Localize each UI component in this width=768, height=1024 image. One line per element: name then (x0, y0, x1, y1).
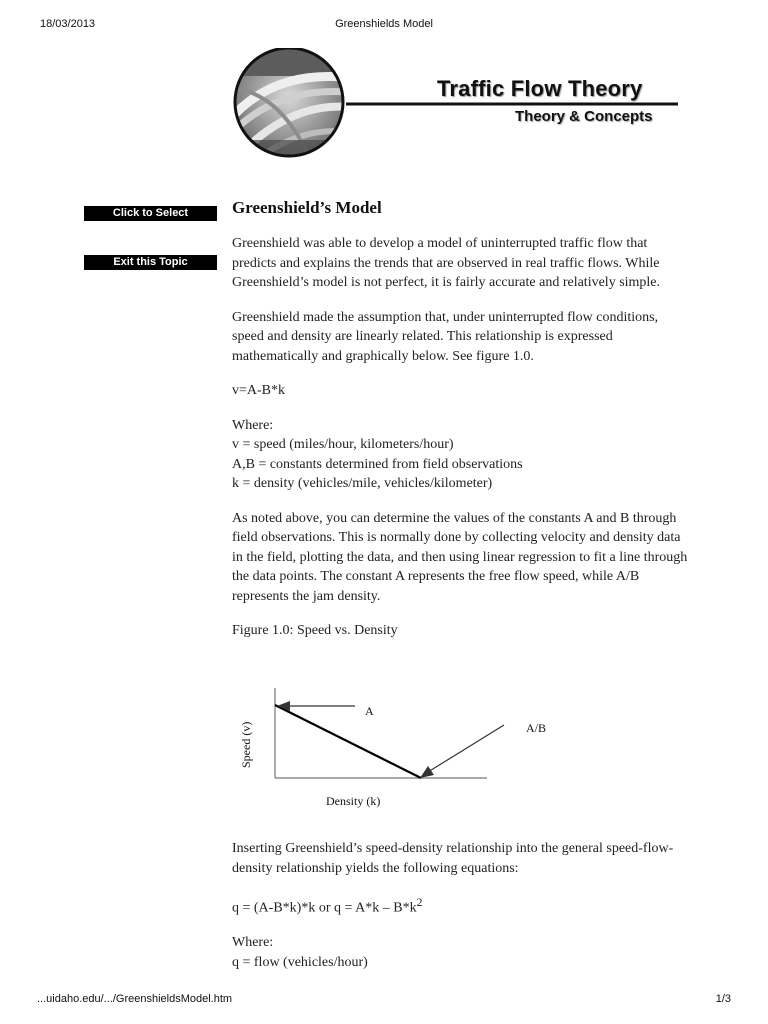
flow-equation-text: q = (A-B*k)*k or q = A*k – B*k (232, 900, 417, 916)
banner-subtitle: Theory & Concepts (515, 108, 653, 125)
print-url: ...uidaho.edu/.../GreenshieldsModel.htm (37, 993, 233, 1005)
article (232, 197, 692, 656)
x-axis-label: Density (k) (326, 794, 381, 808)
paragraph-constants: As noted above, you can determine the values of the constants A and B through field observations. This is normally done by collecting velocity and density data in the field, plotting the data, and then using linear regression to fit a line through the data points. The constant A represents the free flow speed, while A/B represents the jam density. (232, 510, 688, 604)
definition-ab: A,B = constants determined from field observations (232, 456, 523, 472)
print-date: 18/03/2013 (40, 18, 96, 30)
arrow-ab-shaft (428, 725, 504, 772)
article-continued (232, 839, 692, 987)
label-a: A (365, 704, 374, 718)
page-number: 1/3 (715, 993, 731, 1005)
speed-equation: v=A-B*k (232, 383, 286, 398)
where-label: Where: (232, 417, 274, 433)
flow-equation-exponent: 2 (416, 896, 423, 909)
paragraph-intro: Greenshield was able to develop a model of uninterrupted traffic flow that predicts and explains the trends that are observed in real traffic flows. While Greenshield’s model is not perfect, it is fairly accurate and relatively simple. (232, 236, 661, 290)
definitions (232, 416, 692, 494)
label-ab: A/B (526, 721, 547, 735)
speed-density-line (275, 705, 421, 778)
exit-topic-button[interactable]: Exit this Topic (84, 255, 217, 270)
paragraph-assumption: Greenshield made the assumption that, under uninterrupted flow conditions, speed and density are linearly related. This relationship is expressed mathematically and graphically below. See figure 1.0. (232, 309, 659, 364)
print-title: Greenshields Model (335, 18, 433, 30)
flow-definitions (232, 933, 692, 972)
click-to-select-button[interactable]: Click to Select (84, 206, 217, 221)
where-label-2: Where: (232, 935, 274, 951)
y-axis-label: Speed (v) (239, 721, 253, 768)
arrow-ab-head (420, 766, 434, 778)
definition-k: k = density (vehicles/mile, vehicles/kilometer) (232, 476, 493, 491)
definition-q: q = flow (vehicles/hour) (232, 954, 368, 970)
speed-density-figure (232, 680, 572, 815)
figure-caption: Figure 1.0: Speed vs. Density (232, 623, 398, 638)
paragraph-flow: Inserting Greenshield’s speed-density relationship into the general speed-flow-density relationship yields the following equations: (232, 841, 674, 876)
banner-title: Traffic Flow Theory (437, 76, 643, 101)
flow-equation (232, 893, 692, 918)
banner-graphic (232, 48, 682, 160)
definition-v: v = speed (miles/hour, kilometers/hour) (232, 437, 454, 452)
article-heading: Greenshield’s Model (232, 198, 382, 217)
